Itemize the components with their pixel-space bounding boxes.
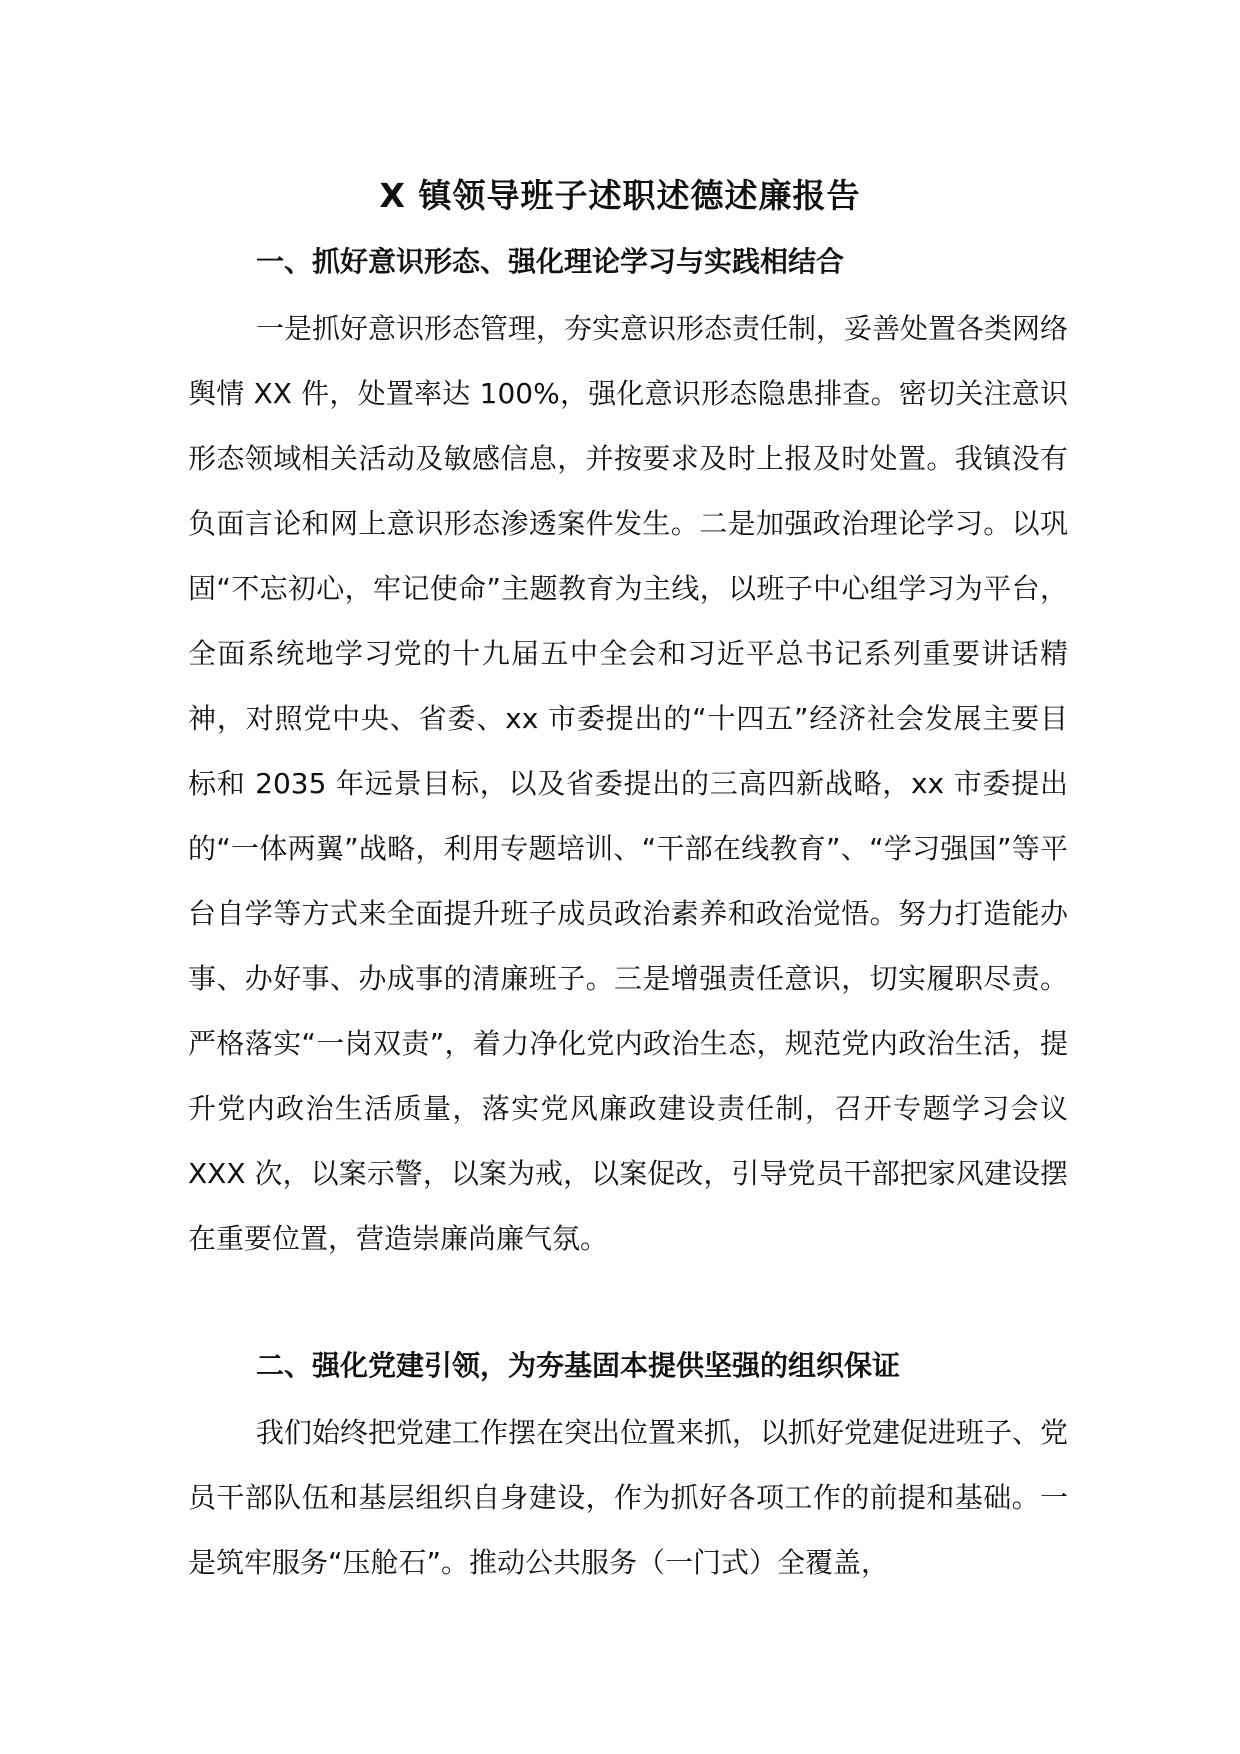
- document-title: X 镇领导班子述职述德述廉报告: [379, 176, 861, 215]
- section-paragraph-1: 一是抓好意识形态管理，夯实意识形态责任制，妥善处置各类网络舆情 XX 件，处置率达 100%，强化意识形态隐患排查。密切关注意识形态领域相关活动及敏感信息，并按要求及时上报及时处置。我镇没有负面言论和网上意识形态渗透案件发生。二是加强政治理论学习。以巩固“不忘初心，牢记使命”主题教育为主线，以班子中心组学习为平台，全面系统地学习党的十九届五中全会和习近平总书记系列重要讲话精神，对照党中央、省委、xx 市委提出的“十四五”经济社会发展主要目标和 2035 年远景目标，以及省委提出的三高四新战略，xx 市委提出的“一体两翼”战略，利用专题培训、“干部在线教育”、“学习强国”等平台自学等方式来全面提升班子成员政治素养和政治觉悟。努力打造能办事、办好事、办成事的清廉班子。三是增强责任意识，切实履职尽责。严格落实“一岗双责”，着力净化党内政治生态，规范党内政治生活，提升党内政治生活质量，落实党风廉政建设责任制，召开专题学习会议 XXX 次，以案示警，以案为戒，以案促改，引导党员干部把家风建设摆在重要位置，营造崇廉尚廉气氛。: [188, 312, 1069, 1255]
- section-heading-2: 二、强化党建引领，为夯基固本提供坚强的组织保证: [256, 1349, 901, 1382]
- section-paragraph-2: 我们始终把党建工作摆在突出位置来抓，以抓好党建促进班子、党员干部队伍和基层组织自身建设，作为抓好各项工作的前提和基础。一是筑牢服务“压舱石”。推动公共服务（一门式）全覆盖，: [188, 1416, 1069, 1579]
- section-heading-1: 一、抓好意识形态、强化理论学习与实践相结合: [256, 245, 845, 278]
